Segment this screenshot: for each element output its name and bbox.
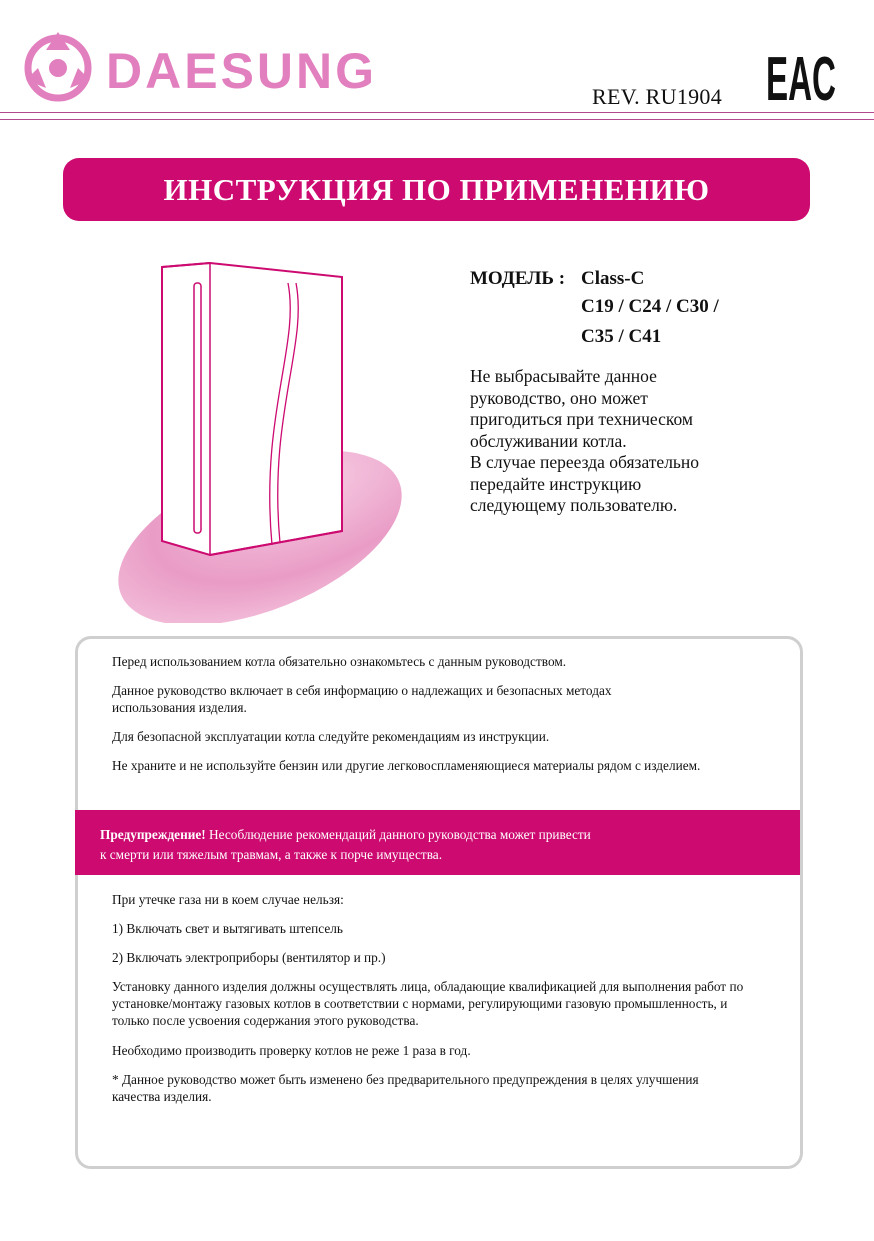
inspection-paragraph: Необходимо производить проверку котлов не реже 1 раза в год.	[112, 1043, 471, 1058]
document-title: ИНСТРУКЦИЯ ПО ПРИМЕНЕНИЮ	[163, 171, 710, 207]
notice-line: В случае переезда обязательно	[470, 452, 700, 472]
boiler-illustration	[110, 255, 410, 623]
warning-message-line-1: Несоблюдение рекомендаций данного руководства может привести	[205, 827, 591, 842]
model-name: Class-C	[581, 268, 645, 289]
intro-paragraph: Не храните и не используйте бензин или другие легковоспламеняющиеся материалы рядом с изделием.	[112, 758, 701, 773]
intro-paragraph: Для безопасной эксплуатации котла следуйте рекомендациям из инструкции.	[112, 729, 550, 744]
brand-wordmark: DAESUNG	[106, 43, 378, 99]
model-variants-line-2: C35 / C41	[581, 326, 662, 347]
disclaimer-paragraph: * Данное руководство может быть изменено без предварительного предупреждения в целях улучшения качества изделия.	[112, 1072, 699, 1104]
keep-manual-notice	[470, 366, 760, 517]
boiler-body	[162, 263, 342, 555]
warning-label: Предупреждение!	[100, 827, 206, 842]
daesung-logo	[18, 30, 408, 106]
svg-text:EAC: EAC	[766, 45, 836, 104]
revision-label: REV. RU1904	[592, 84, 723, 109]
notice-line: обслуживании котла.	[470, 430, 627, 451]
notice-line: Не выбрасывайте данное	[470, 366, 657, 386]
intro-paragraph: Данное руководство включает в себя информацию о надлежащих и безопасных методах использования изделия.	[112, 683, 612, 715]
notice-line: руководство, оно может	[470, 387, 648, 408]
warning-text	[100, 825, 780, 865]
warning-message-line-2: к смерти или тяжелым травмам, а также к порче имущества.	[100, 847, 443, 862]
header-divider-bottom	[0, 119, 874, 120]
recycle-emblem-icon	[26, 32, 90, 98]
title-banner	[63, 158, 810, 221]
gas-leak-item: 1) Включать свет и вытягивать штепсель	[112, 921, 343, 936]
gas-leak-item: 2) Включать электроприборы (вентилятор и пр.)	[112, 950, 386, 965]
intro-paragraph: Перед использованием котла обязательно ознакомьтесь с данным руководством.	[112, 654, 567, 669]
header-divider-top	[0, 112, 874, 113]
notice-line: передайте инструкцию	[470, 473, 642, 494]
model-label: МОДЕЛЬ :	[470, 268, 566, 289]
notice-line: пригодиться при техническом	[470, 409, 693, 429]
notice-line: следующему пользователю.	[470, 495, 678, 515]
model-variants-line-1: C19 / C24 / C30 /	[581, 296, 719, 317]
gas-leak-heading: При утечке газа ни в коем случае нельзя:	[112, 892, 344, 907]
installation-paragraph: Установку данного изделия должны осуществлять лица, обладающие квалификацией для выполнения работ по установке/монтажу газовых котлов в соответствии с нормами, регулирующими газовую промышленность, и только после усвоения содержания этого руководства.	[112, 979, 744, 1028]
eac-certification-icon	[766, 44, 838, 104]
